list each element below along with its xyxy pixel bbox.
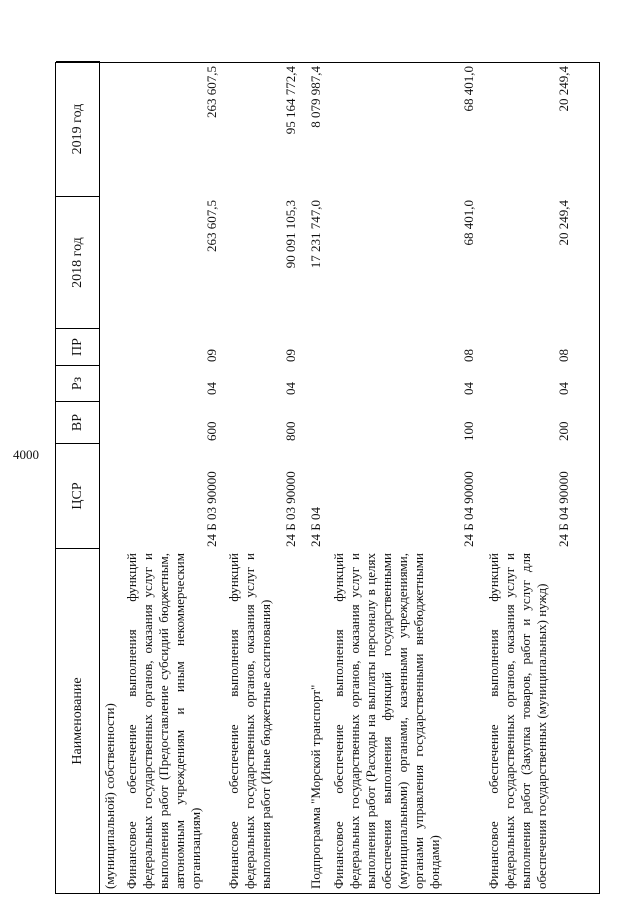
row-2-vr: 800 xyxy=(283,421,298,441)
row-2-2018: 90 091 105,3 xyxy=(283,200,298,269)
row-1-csr: 24 Б 03 90000 xyxy=(204,471,219,547)
row-4-vr: 100 xyxy=(461,421,476,441)
row-4-2018: 68 401,0 xyxy=(461,200,476,246)
row-1-2019: 263 607,5 xyxy=(204,66,219,118)
header-vr: ВР xyxy=(56,401,100,443)
row-4-csr: 24 Б 04 90000 xyxy=(461,471,476,547)
row-3-name: Подпрограмма "Морской транспорт" xyxy=(308,684,323,889)
row-1-2018: 263 607,5 xyxy=(204,200,219,252)
header-pr: ПР xyxy=(56,328,100,365)
header-2018: 2018 год xyxy=(56,196,100,328)
row-2-2019: 95 164 772,4 xyxy=(283,66,298,135)
row-1-pr: 09 xyxy=(204,349,219,362)
row-2-name: Финансовое обеспечение выполнения функций федеральных государственных органов, оказания услуг и выполнения работ (Иные бюджетные ассигнования) xyxy=(226,553,273,889)
row-2-rz: 04 xyxy=(283,382,298,395)
row-0-name: (муниципальной) собственности) xyxy=(102,703,117,889)
header-name: Наименование xyxy=(56,548,100,893)
row-5-rz: 04 xyxy=(556,382,571,395)
page-number: 4000 xyxy=(13,447,39,462)
row-1-vr: 600 xyxy=(204,421,219,441)
header-rz: Рз xyxy=(56,365,100,401)
row-2-pr: 09 xyxy=(283,349,298,362)
row-4-2019: 68 401,0 xyxy=(461,66,476,112)
row-5-2019: 20 249,4 xyxy=(556,66,571,112)
header-csr: ЦСР xyxy=(56,443,100,548)
row-4-rz: 04 xyxy=(461,382,476,395)
row-4-pr: 08 xyxy=(461,349,476,362)
row-2-csr: 24 Б 03 90000 xyxy=(283,471,298,547)
row-5-vr: 200 xyxy=(556,421,571,441)
row-5-pr: 08 xyxy=(556,349,571,362)
row-5-csr: 24 Б 04 90000 xyxy=(556,471,571,547)
header-2019: 2019 год xyxy=(56,61,100,196)
row-4-name: Финансовое обеспечение выполнения функций федеральных государственных органов, оказания услуг и выполнения работ (Расходы на выплаты персоналу в целях обеспечения выполнения функций государственными (муниципальными) органами, казенными учреждениями, органами управления государственными внебюджетными фондами) xyxy=(331,553,442,889)
row-5-name: Финансовое обеспечение выполнения функций федеральных государственных органов, оказания услуг и выполнения работ (Закупка товаров, работ и услуг для обеспечения государственных (муниципальных) нужд) xyxy=(486,553,549,889)
row-1-name: Финансовое обеспечение выполнения функций федеральных государственных органов, оказания услуг и выполнения работ (Предоставление субсидий бюджетным, автономным учреждениям и иным некоммерческим организациям) xyxy=(124,553,203,889)
budget-table xyxy=(55,62,600,894)
row-3-2019: 8 079 987,4 xyxy=(308,66,323,128)
row-3-2018: 17 231 747,0 xyxy=(308,200,323,269)
row-3-csr: 24 Б 04 xyxy=(308,507,323,547)
row-1-rz: 04 xyxy=(204,382,219,395)
row-5-2018: 20 249,4 xyxy=(556,200,571,246)
